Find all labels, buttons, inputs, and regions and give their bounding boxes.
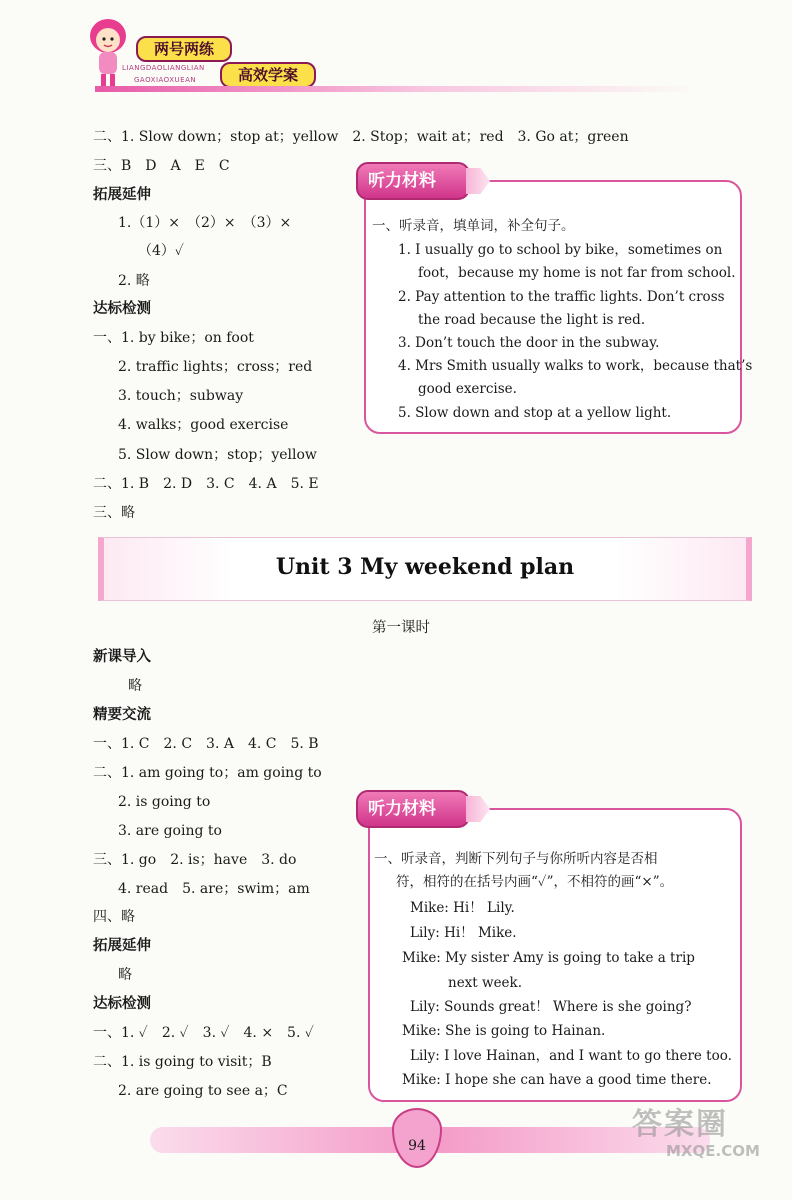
- header-logo-figure: [82, 14, 134, 90]
- dialogue-line: next week.: [448, 975, 523, 991]
- dialogue-line: Mike: She is going to Hainan.: [402, 1023, 606, 1039]
- listening-sentence: 1. I usually go to school by bike，sometimes on: [398, 242, 723, 258]
- section-heading: 拓展延伸: [93, 187, 151, 203]
- dialogue-line: Mike: Hi！ Lily.: [410, 900, 515, 916]
- answer-line: 2. is going to: [118, 794, 211, 810]
- header-pinyin-1: LIANGDAOLIANGLIAN: [122, 64, 205, 72]
- answer-line: （4）✓: [138, 243, 184, 259]
- section-heading: 拓展延伸: [93, 938, 151, 954]
- answer-line: 4. read 5. are；swim；am: [118, 881, 310, 897]
- answer-line: 一、1. C 2. C 3. A 4. C 5. B: [93, 736, 319, 752]
- answer-line: 略: [118, 967, 132, 983]
- answer-line: 略: [128, 678, 142, 694]
- listening-sentence: foot，because my home is not far from school.: [418, 265, 736, 281]
- listening-intro: 一、听录音，判断下列句子与你所听内容是否相: [374, 851, 658, 867]
- header-band: [95, 86, 695, 92]
- listening-sentence: 5. Slow down and stop at a yellow light.: [398, 405, 672, 421]
- listening-sentence: the road because the light is red.: [418, 312, 646, 328]
- listening-intro: 符，相符的在括号内画“✓”，不相符的画“×”。: [396, 874, 674, 890]
- answer-line: 三、略: [93, 505, 135, 521]
- dialogue-line: Lily: I love Hainan，and I want to go there too.: [410, 1048, 732, 1064]
- answer-line: 3. touch；subway: [118, 388, 244, 404]
- watermark: [632, 1108, 760, 1160]
- listening-sentence: 4. Mrs Smith usually walks to work，because that’s: [398, 358, 753, 374]
- answer-line: 4. walks；good exercise: [118, 417, 289, 433]
- page-number: 94: [408, 1138, 426, 1154]
- listening-tag-label: 听力材料: [368, 171, 436, 191]
- answer-line: 四、略: [93, 909, 135, 925]
- dialogue-line: Mike: I hope she can have a good time there.: [402, 1072, 712, 1088]
- answer-line: 2. 略: [118, 273, 150, 289]
- dialogue-line: Mike: My sister Amy is going to take a trip: [402, 950, 695, 966]
- section-heading: 新课导入: [93, 649, 151, 665]
- listening-sentence: 2. Pay attention to the traffic lights. Don’t cross: [398, 289, 725, 305]
- dialogue-line: Lily: Hi！ Mike.: [410, 925, 517, 941]
- answer-line: 二、1. B 2. D 3. C 4. A 5. E: [93, 476, 319, 492]
- listening-tag: [356, 162, 470, 200]
- header-badge-series: 两号两练: [136, 36, 232, 62]
- listening-tag: [356, 790, 470, 828]
- listening-intro: 一、听录音，填单词，补全句子。: [372, 218, 575, 234]
- answer-line: 二、1. am going to；am going to: [93, 765, 322, 781]
- unit-title: Unit 3 My weekend plan: [275, 554, 575, 580]
- watermark-url: MXQE.COM: [666, 1142, 760, 1160]
- dialogue-line: Lily: Sounds great！ Where is she going?: [410, 999, 692, 1015]
- listening-box: [368, 808, 742, 1102]
- answer-line: 三、B D A E C: [93, 158, 230, 174]
- unit-banner: [98, 537, 752, 601]
- section-heading: 达标检测: [93, 996, 151, 1012]
- lesson-title: 第一课时: [372, 620, 430, 636]
- answer-line: 2. are going to see a；C: [118, 1083, 288, 1099]
- section-heading: 精要交流: [93, 707, 151, 723]
- header-pinyin-2: GAOXIAOXUEAN: [134, 76, 197, 84]
- answer-line: 一、1. by bike；on foot: [93, 330, 254, 346]
- answer-line: 二、1. is going to visit；B: [93, 1054, 272, 1070]
- header-badge-subtitle: 高效学案: [220, 62, 316, 88]
- answer-line: 1.（1）× （2）× （3）×: [118, 215, 292, 231]
- listening-sentence: good exercise.: [418, 381, 517, 397]
- answer-line: 二、1. Slow down；stop at；yellow 2. Stop；wait at；red 3. Go at；green: [93, 129, 629, 145]
- listening-box: [364, 180, 753, 434]
- answer-line: 5. Slow down；stop；yellow: [118, 447, 317, 463]
- answer-line: 三、1. go 2. is；have 3. do: [93, 852, 297, 868]
- answer-line: 3. are going to: [118, 823, 222, 839]
- watermark-logo-text: 答案圈: [632, 1107, 728, 1142]
- answer-line: 一、1. ✓ 2. ✓ 3. ✓ 4. × 5. ✓: [93, 1025, 314, 1041]
- answer-line: 2. traffic lights；cross；red: [118, 359, 313, 375]
- listening-tag-label: 听力材料: [368, 799, 436, 819]
- section-heading: 达标检测: [93, 301, 151, 317]
- listening-sentence: 3. Don’t touch the door in the subway.: [398, 335, 660, 351]
